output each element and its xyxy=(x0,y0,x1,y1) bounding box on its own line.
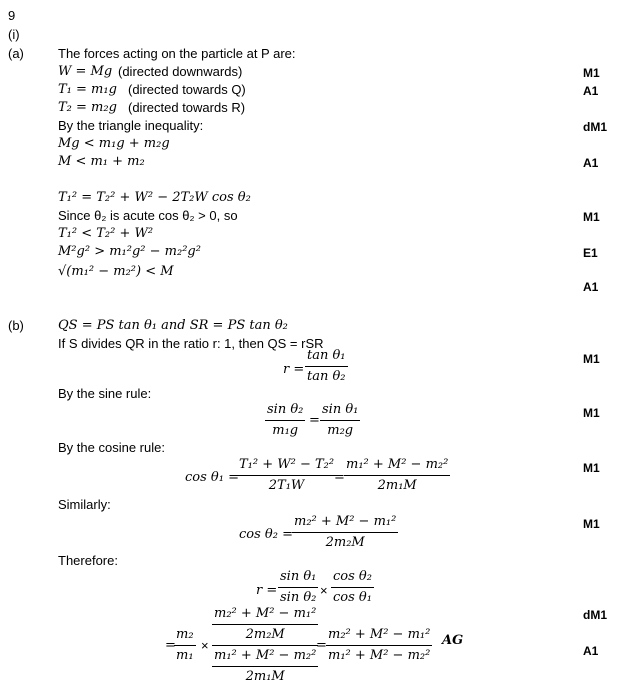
tan-ratio-fraction xyxy=(305,348,348,385)
mark: M1 xyxy=(583,461,600,475)
question-part: (i) xyxy=(8,27,20,42)
upper-denominator: 2m₂M xyxy=(245,627,285,642)
fraction-bar xyxy=(344,475,450,476)
m1g-denominator: m₁g xyxy=(272,423,299,438)
inequality-2: M < m₁ + m₂ xyxy=(58,154,145,169)
triangle-inequality-text: By the triangle inequality: xyxy=(58,118,204,133)
mark: A1 xyxy=(583,156,599,170)
fraction-bar xyxy=(331,587,374,588)
cosine-equals: = xyxy=(334,470,345,485)
final-equals-2: = xyxy=(316,638,327,653)
tension2-equation: T₂ = m₂g xyxy=(58,100,117,115)
m2-num: m₂ xyxy=(176,627,194,642)
question-number: 9 xyxy=(8,8,16,23)
cosine-rule-fraction-1 xyxy=(237,457,336,494)
cosine-rule-fraction-2 xyxy=(344,457,450,494)
fraction-bar xyxy=(265,420,305,421)
sine-equals: = xyxy=(309,413,320,428)
mark: M1 xyxy=(583,406,600,420)
final-denominator: m₁² + M² − m₂² xyxy=(328,648,431,663)
sine-rule-rhs xyxy=(320,402,360,439)
m2g-denominator: m₂g xyxy=(327,423,354,438)
mark: A1 xyxy=(583,280,599,294)
main-fraction-bar xyxy=(212,645,318,646)
inequality-5: √(m₁² − m₂²) < M xyxy=(58,264,174,279)
mark: dM1 xyxy=(583,608,607,622)
final-numerator: m₂² + M² − m₁² xyxy=(328,627,431,642)
fraction-bar xyxy=(212,624,318,625)
lower-denominator: 2m₁M xyxy=(245,669,285,684)
answer-given-label: AG xyxy=(442,633,464,648)
fraction-bar xyxy=(326,645,432,646)
part-b-label: (b) xyxy=(8,318,24,333)
mark: M1 xyxy=(583,210,600,224)
similarly-text: Similarly: xyxy=(58,497,111,512)
mark: dM1 xyxy=(583,120,607,134)
tension2-direction: (directed towards R) xyxy=(128,100,246,115)
cos1-lhs: cos θ₁ = xyxy=(185,470,239,485)
cos2-lhs: cos θ₂ = xyxy=(239,527,293,542)
sine-rule-text: By the sine rule: xyxy=(58,386,152,401)
mark: E1 xyxy=(583,246,598,260)
cosine-numerator-1: T₁² + W² − T₂² xyxy=(239,457,335,472)
weight-direction: (directed downwards) xyxy=(118,64,243,79)
cos2-num: cos θ₂ xyxy=(333,569,372,584)
cos1-den: cos θ₁ xyxy=(333,590,372,605)
r-equals: r = xyxy=(283,362,305,377)
final-fraction xyxy=(326,627,432,664)
sin1-num: sin θ₁ xyxy=(280,569,317,584)
mark: A1 xyxy=(583,84,599,98)
therefore-text: Therefore: xyxy=(58,553,118,568)
acute-statement: Since θ₂ is acute cos θ₂ > 0, so xyxy=(58,208,238,223)
fraction-bar xyxy=(278,587,318,588)
tan1-numerator: tan θ₁ xyxy=(307,348,346,363)
times-symbol: × xyxy=(320,583,328,598)
forces-intro: The forces acting on the particle at P are: xyxy=(58,46,296,61)
times-symbol-2: × xyxy=(201,638,209,653)
m1-den: m₁ xyxy=(176,648,194,663)
fraction-bar xyxy=(305,366,348,367)
mark: M1 xyxy=(583,66,600,80)
cos2-denominator: 2m₂M xyxy=(325,535,365,550)
fraction-bar xyxy=(174,645,196,646)
inequality-3: T₁² < T₂² + W² xyxy=(58,226,154,241)
weight-equation: W = Mg xyxy=(58,64,113,79)
mark: A1 xyxy=(583,644,599,658)
part-a-label: (a) xyxy=(8,46,24,61)
fraction-bar xyxy=(292,532,398,533)
fraction-bar xyxy=(212,666,318,667)
tan-relations: QS = PS tan θ₁ and SR = PS tan θ₂ xyxy=(58,318,288,333)
sin2-numerator: sin θ₂ xyxy=(267,402,304,417)
sin2-den: sin θ₂ xyxy=(280,590,317,605)
fraction-bar xyxy=(237,475,336,476)
inequality-4: M²g² > m₁²g² − m₂²g² xyxy=(58,244,201,259)
tan2-denominator: tan θ₂ xyxy=(307,369,346,384)
cos2-fraction xyxy=(292,514,398,551)
final-equals: = xyxy=(165,638,176,653)
sin1-numerator: sin θ₁ xyxy=(322,402,359,417)
fraction-bar xyxy=(320,420,360,421)
mass-ratio-fraction xyxy=(174,627,196,664)
inequality-1: Mg < m₁g + m₂g xyxy=(58,136,170,151)
cosine-rule-text: By the cosine rule: xyxy=(58,440,165,455)
r-equals-2: r = xyxy=(256,583,278,598)
compound-fraction xyxy=(212,606,318,685)
cos2-numerator: m₂² + M² − m₁² xyxy=(294,514,397,529)
cosine-denominator-2: 2m₁M xyxy=(377,478,417,493)
upper-numerator: m₂² + M² − m₁² xyxy=(214,606,317,621)
mark: M1 xyxy=(583,517,600,531)
mark: M1 xyxy=(583,352,600,366)
sin-ratio-fraction xyxy=(278,569,318,606)
tension1-equation: T₁ = m₁g xyxy=(58,82,117,97)
tension1-direction: (directed towards Q) xyxy=(128,82,246,97)
cosine-equation: T₁² = T₂² + W² − 2T₂W cos θ₂ xyxy=(58,190,251,205)
cosine-denominator-1: 2T₁W xyxy=(268,478,305,493)
cosine-numerator-2: m₁² + M² − m₂² xyxy=(346,457,449,472)
ratio-statement: If S divides QR in the ratio r: 1, then QS = rSR xyxy=(58,336,324,351)
cos-ratio-fraction xyxy=(331,569,374,606)
lower-numerator: m₁² + M² − m₂² xyxy=(214,648,317,663)
sine-rule-lhs xyxy=(265,402,305,439)
